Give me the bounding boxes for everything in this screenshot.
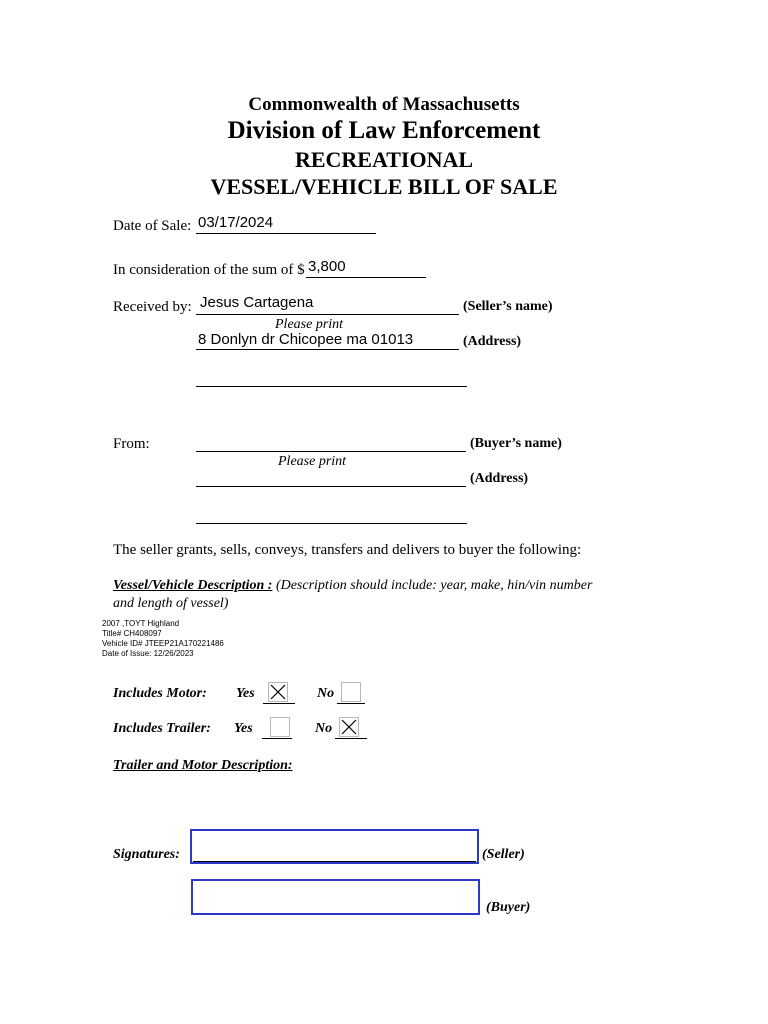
seller-name-suffix: (Seller’s name) xyxy=(463,299,553,314)
vehicle-description-line: 2007 ,TOYT Highland xyxy=(102,619,180,628)
buyer-signature-suffix: (Buyer) xyxy=(486,900,531,915)
date-of-sale-line xyxy=(196,233,376,234)
consideration-amount-field[interactable]: 3,800 xyxy=(308,258,346,275)
seller-name-line xyxy=(196,314,459,315)
description-hint-line-2: and length of vessel) xyxy=(113,596,229,611)
buyer-signature-field[interactable] xyxy=(191,879,480,915)
trailer-no-underline xyxy=(335,738,367,739)
consideration-line xyxy=(306,277,426,278)
motor-no-underline xyxy=(337,703,365,704)
description-hint: (Description should include: year, make, hin/vin number xyxy=(272,578,593,593)
seller-address-line xyxy=(196,349,459,350)
motor-yes-label: Yes xyxy=(236,686,255,701)
page-title: VESSEL/VEHICLE BILL OF SALE xyxy=(210,174,558,199)
x-mark-icon xyxy=(269,683,287,701)
description-heading: Vessel/Vehicle Description : xyxy=(113,578,273,593)
seller-signature-suffix: (Seller) xyxy=(482,847,525,862)
signatures-label: Signatures: xyxy=(113,847,180,862)
seller-please-print: Please print xyxy=(275,317,344,332)
buyer-name-line[interactable] xyxy=(196,451,466,452)
buyer-address-line-2[interactable] xyxy=(196,523,467,524)
grant-statement: The seller grants, sells, conveys, transfers and delivers to buyer the following: xyxy=(113,542,582,558)
vehicle-description-line: Title# CH408097 xyxy=(102,629,162,638)
motor-no-checkbox[interactable] xyxy=(341,682,361,702)
from-label: From: xyxy=(113,436,150,452)
vehicle-description-line: Date of Issue: 12/26/2023 xyxy=(102,649,194,658)
vehicle-description-line: Vehicle ID# JTEEP21A170221486 xyxy=(102,639,224,648)
seller-name-field[interactable]: Jesus Cartagena xyxy=(200,294,314,311)
x-mark-icon xyxy=(340,718,358,736)
seller-signature-field[interactable] xyxy=(190,829,479,864)
seller-address-line-2[interactable] xyxy=(196,386,467,387)
trailer-no-checkbox[interactable] xyxy=(339,717,359,737)
seller-signature-line xyxy=(193,861,476,862)
trailer-yes-checkbox[interactable] xyxy=(270,717,290,737)
includes-trailer-label: Includes Trailer: xyxy=(113,721,211,736)
trailer-yes-underline xyxy=(262,738,292,739)
buyer-please-print: Please print xyxy=(278,454,347,469)
buyer-name-suffix: (Buyer’s name) xyxy=(470,436,562,451)
buyer-address-suffix: (Address) xyxy=(470,471,529,486)
includes-motor-label: Includes Motor: xyxy=(113,686,207,701)
trailer-no-label: No xyxy=(315,721,333,736)
consideration-label: In consideration of the sum of $ xyxy=(113,262,305,278)
description-heading-row xyxy=(113,578,592,594)
motor-yes-underline xyxy=(263,703,295,704)
buyer-address-line[interactable] xyxy=(196,486,466,487)
motor-no-label: No xyxy=(317,686,335,701)
seller-address-suffix: (Address) xyxy=(463,334,522,349)
date-of-sale-label: Date of Sale: xyxy=(113,218,192,234)
trailer-motor-heading: Trailer and Motor Description: xyxy=(113,758,293,773)
header-recreational: RECREATIONAL xyxy=(294,147,474,172)
header-commonwealth: Commonwealth of Massachusetts xyxy=(248,94,520,115)
seller-address-field[interactable]: 8 Donlyn dr Chicopee ma 01013 xyxy=(198,331,414,348)
date-of-sale-field[interactable]: 03/17/2024 xyxy=(198,214,274,231)
header-division: Division of Law Enforcement xyxy=(227,117,541,144)
motor-yes-checkbox[interactable] xyxy=(268,682,288,702)
trailer-yes-label: Yes xyxy=(234,721,253,736)
received-by-label: Received by: xyxy=(113,299,192,315)
